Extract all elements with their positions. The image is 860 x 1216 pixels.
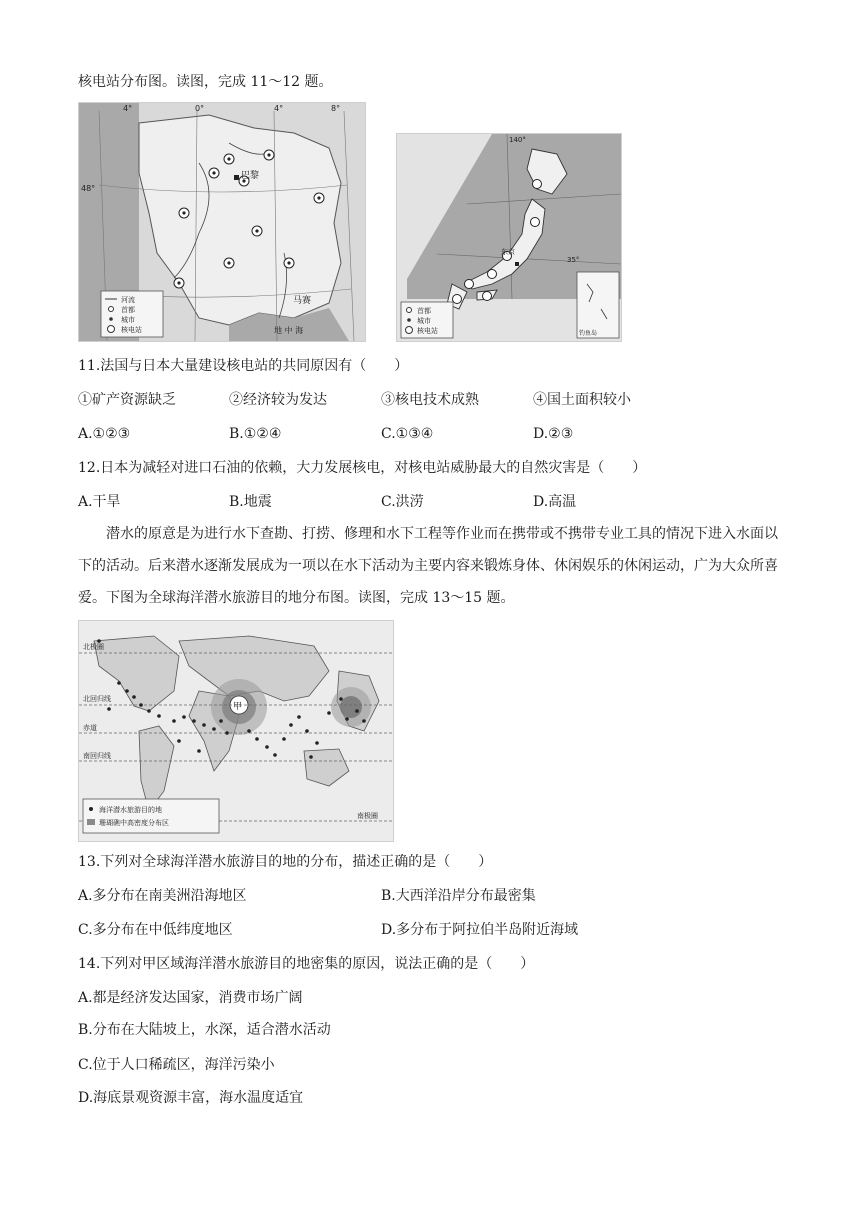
lon-label: 4° — [123, 104, 133, 113]
lat-line-label: 北回归线 — [83, 695, 111, 703]
q12-option: C.洪涝 — [381, 494, 424, 510]
lat-line-label: 赤道 — [83, 724, 97, 732]
japan-nuclear-map — [396, 133, 622, 342]
city-tokyo: 东京 — [501, 248, 515, 256]
q12-stem: 12.日本为减轻对进口石油的依赖，大力发展核电，对核电站威胁最大的自然灾害是（ ） — [78, 460, 647, 476]
intro-text: 核电站分布图。读图，完成 11～12 题。 — [78, 74, 333, 90]
q14-option: C.位于人口稀疏区，海洋污染小 — [78, 1057, 275, 1073]
passage-text: 潜水的原意是为进行水下查勘、打捞、修理和水下工程等作业而在携带或不携带专业工具的情况下进入水面以下的活动。后来潜水逐渐发展成为一项以在水下活动为主要内容来锻炼身体、休闲娱乐的休闲运动，广为大众所喜爱。下图为全球海洋潜水旅游目的地分布图。读图，完成 13～15 题。 — [78, 526, 778, 606]
legend-label: 城市 — [121, 316, 135, 324]
q11-option: A.①②③ — [78, 426, 131, 442]
legend-label: 首都 — [417, 307, 431, 315]
q13-option: C.多分布在中低纬度地区 — [78, 922, 233, 938]
legend-label: 城市 — [417, 317, 431, 325]
legend-label: 首都 — [121, 306, 135, 314]
q13-option: D.多分布于阿拉伯半岛附近海域 — [381, 922, 579, 938]
q11-item: ④国土面积较小 — [533, 392, 631, 408]
legend-label: 海洋潜水旅游目的地 — [99, 806, 162, 814]
lon-label: 4° — [274, 104, 284, 113]
q11-option: B.①②④ — [229, 426, 282, 442]
lat-line-label: 南极圈 — [357, 812, 378, 820]
sea-label: 地 中 海 — [274, 326, 304, 335]
lon-label: 0° — [195, 104, 205, 113]
lat-label: 48° — [81, 184, 96, 193]
q12-option: A.干旱 — [78, 494, 121, 510]
lon-label: 140° — [509, 136, 526, 144]
legend-label: 河流 — [121, 296, 135, 304]
q13-stem: 13.下列对全球海洋潜水旅游目的地的分布，描述正确的是（ ） — [78, 854, 493, 870]
q12-option: B.地震 — [229, 494, 272, 510]
q13-option: B.大西洋沿岸分布最密集 — [381, 888, 536, 904]
q13-option: A.多分布在南美洲沿海地区 — [78, 888, 247, 904]
q14-option: B.分布在大陆坡上，水深，适合潜水活动 — [78, 1022, 331, 1038]
q14-option: A.都是经济发达国家，消费市场广阔 — [78, 990, 303, 1006]
q11-item: ②经济较为发达 — [229, 392, 327, 408]
q14-option: D.海底景观资源丰富，海水温度适宜 — [78, 1090, 304, 1106]
q12-option: D.高温 — [533, 494, 577, 510]
q14-stem: 14.下列对甲区域海洋潜水旅游目的地密集的原因，说法正确的是（ ） — [78, 956, 535, 972]
lat-label: 35° — [567, 256, 580, 264]
q11-option: C.①③④ — [381, 426, 434, 442]
region-jia-label: 甲 — [233, 702, 243, 712]
world-diving-map — [78, 620, 394, 842]
legend-label: 珊瑚礁中高密度分布区 — [99, 819, 169, 827]
legend-label: 核电站 — [417, 327, 438, 335]
legend-label: 核电站 — [121, 326, 142, 334]
inset-label: 钓鱼岛 — [579, 330, 598, 337]
q11-item: ①矿产资源缺乏 — [78, 392, 176, 408]
lon-label: 8° — [331, 104, 341, 113]
city-marseille: 马赛 — [293, 296, 312, 306]
q11-item: ③核电技术成熟 — [381, 392, 479, 408]
q11-stem: 11.法国与日本大量建设核电站的共同原因有（ ） — [78, 358, 409, 374]
lat-line-label: 北极圈 — [83, 643, 104, 651]
lat-line-label: 南回归线 — [83, 752, 111, 760]
france-nuclear-map — [78, 102, 366, 342]
city-paris: 巴黎 — [241, 171, 260, 181]
q11-option: D.②③ — [533, 426, 574, 442]
